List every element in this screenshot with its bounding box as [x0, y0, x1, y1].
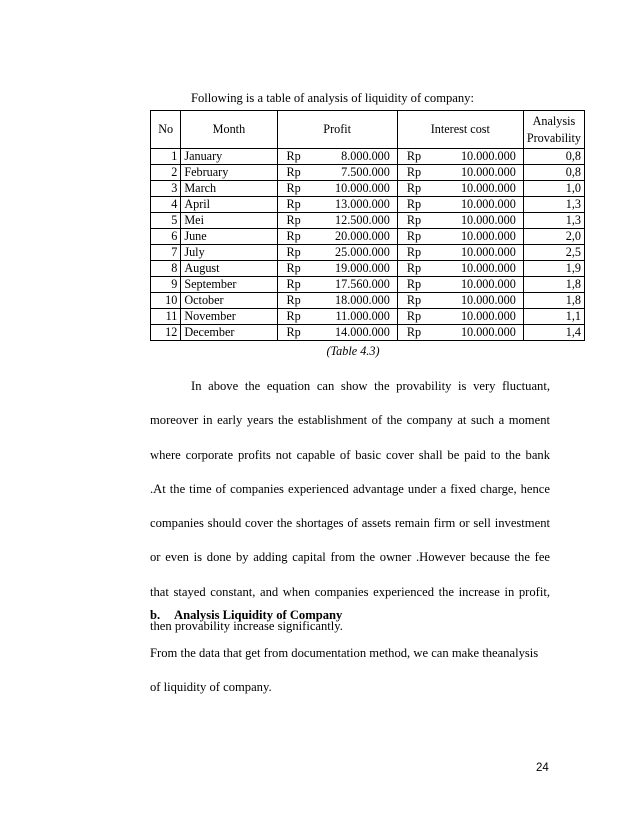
- paragraph-line: then provability increase significantly.: [150, 619, 343, 634]
- paragraph-line: From the data that get from documentation method, we can make the: [150, 646, 498, 660]
- paragraph-line: moreover in early years the establishment of the company at such a moment: [150, 413, 550, 428]
- cell-profit: [277, 149, 397, 165]
- cost-value: 10.000.000: [460, 293, 516, 308]
- cell-month: January: [181, 149, 277, 165]
- intro-text: Following is a table of analysis of liquidity of company:: [191, 91, 474, 105]
- paragraph-line: that stayed constant, and when companies experienced the increase in profit,: [150, 584, 550, 599]
- cost-currency: Rp: [406, 245, 422, 260]
- cost-value: 10.000.000: [460, 245, 516, 260]
- cell-no: 3: [151, 181, 181, 197]
- header-analysis-line1: Analysis: [532, 114, 576, 129]
- cell-interest-cost: [397, 309, 523, 325]
- cost-value: 10.000.000: [460, 229, 516, 244]
- cell-analysis: 1,0: [523, 181, 584, 197]
- profit-currency: Rp: [286, 325, 301, 340]
- table-header-row: [151, 111, 585, 149]
- profit-value: 17.560.000: [335, 277, 390, 292]
- profit-value: 14.000.000: [335, 325, 390, 340]
- cell-month: September: [181, 277, 277, 293]
- header-month: Month: [181, 111, 277, 149]
- cell-month: March: [181, 181, 277, 197]
- profit-value: 7.500.000: [341, 165, 390, 180]
- table-row: [151, 181, 585, 197]
- cell-analysis: 1,8: [523, 293, 584, 309]
- cell-analysis: 2,0: [523, 229, 584, 245]
- profit-value: 8.000.000: [341, 149, 390, 164]
- table-row: [151, 245, 585, 261]
- cell-no: 1: [151, 149, 181, 165]
- cost-value: 10.000.000: [460, 181, 516, 196]
- paragraph-line: companies should cover the shortages of assets remain firm or sell investment: [150, 516, 550, 531]
- table-row: [151, 277, 585, 293]
- cost-currency: Rp: [406, 325, 422, 340]
- cost-currency: Rp: [406, 149, 422, 164]
- cell-no: 7: [151, 245, 181, 261]
- cost-value: 10.000.000: [460, 149, 516, 164]
- cost-currency: Rp: [406, 309, 422, 324]
- cell-interest-cost: [397, 277, 523, 293]
- cost-currency: Rp: [406, 197, 422, 212]
- profit-currency: Rp: [286, 213, 301, 228]
- cell-month: December: [181, 325, 277, 341]
- cost-value: 10.000.000: [460, 165, 516, 180]
- cell-analysis: 1,1: [523, 309, 584, 325]
- cell-no: 6: [151, 229, 181, 245]
- profit-currency: Rp: [286, 181, 301, 196]
- profit-currency: Rp: [286, 197, 301, 212]
- profit-currency: Rp: [286, 229, 301, 244]
- paragraph-line: .At the time of companies experienced advantage under a fixed charge, hence: [150, 481, 550, 496]
- header-no: No: [151, 111, 181, 149]
- section-letter: b.: [150, 608, 161, 622]
- cell-profit: [277, 293, 397, 309]
- paragraph-line: analysis of liquidity of company.: [150, 646, 539, 695]
- cell-analysis: 1,3: [523, 197, 584, 213]
- cell-interest-cost: [397, 197, 523, 213]
- table-row: [151, 165, 585, 181]
- header-analysis: [523, 111, 584, 149]
- cell-interest-cost: [397, 165, 523, 181]
- cell-analysis: 1,9: [523, 261, 584, 277]
- cost-currency: Rp: [406, 293, 422, 308]
- cost-currency: Rp: [406, 229, 422, 244]
- profit-value: 10.000.000: [335, 181, 390, 196]
- paragraph-liquidity: [150, 636, 550, 705]
- table-body: [151, 149, 585, 341]
- cell-month: November: [181, 309, 277, 325]
- cost-currency: Rp: [406, 277, 422, 292]
- profit-currency: Rp: [286, 165, 301, 180]
- cost-value: 10.000.000: [460, 325, 516, 340]
- cost-currency: Rp: [406, 165, 422, 180]
- cost-value: 10.000.000: [460, 277, 516, 292]
- liquidity-table: [150, 110, 585, 341]
- cost-value: 10.000.000: [460, 213, 516, 228]
- paragraph-provability: [150, 369, 550, 643]
- cell-interest-cost: [397, 293, 523, 309]
- cell-interest-cost: [397, 149, 523, 165]
- cell-no: 10: [151, 293, 181, 309]
- table-caption: (Table 4.3): [326, 344, 380, 358]
- cell-month: April: [181, 197, 277, 213]
- cell-no: 2: [151, 165, 181, 181]
- profit-currency: Rp: [286, 261, 301, 276]
- table-row: [151, 197, 585, 213]
- profit-value: 25.000.000: [335, 245, 390, 260]
- cell-analysis: 1,8: [523, 277, 584, 293]
- table-row: [151, 325, 585, 341]
- cell-no: 5: [151, 213, 181, 229]
- cell-profit: [277, 213, 397, 229]
- cell-no: 12: [151, 325, 181, 341]
- profit-value: 11.000.000: [335, 309, 390, 324]
- profit-value: 19.000.000: [335, 261, 390, 276]
- profit-value: 18.000.000: [335, 293, 390, 308]
- table-row: [151, 149, 585, 165]
- page-number: 24: [536, 762, 549, 774]
- cell-profit: [277, 325, 397, 341]
- cell-no: 9: [151, 277, 181, 293]
- cell-interest-cost: [397, 213, 523, 229]
- paragraph-line: or even is done by adding capital from the owner .However because the fee: [150, 550, 550, 565]
- cell-profit: [277, 309, 397, 325]
- cell-profit: [277, 181, 397, 197]
- cell-analysis: 1,3: [523, 213, 584, 229]
- cost-currency: Rp: [406, 181, 422, 196]
- paragraph-line: In above the equation can show the provability is very fluctuant,: [191, 379, 550, 393]
- header-profit: Profit: [277, 111, 397, 149]
- cell-profit: [277, 261, 397, 277]
- table-row: [151, 293, 585, 309]
- profit-value: 20.000.000: [335, 229, 390, 244]
- profit-value: 13.000.000: [335, 197, 390, 212]
- section-title: Analysis Liquidity of Company: [174, 608, 343, 622]
- table-row: [151, 261, 585, 277]
- cell-analysis: 0,8: [523, 165, 584, 181]
- cost-value: 10.000.000: [460, 261, 516, 276]
- cost-currency: Rp: [406, 261, 422, 276]
- cell-interest-cost: [397, 229, 523, 245]
- cell-profit: [277, 229, 397, 245]
- cell-interest-cost: [397, 261, 523, 277]
- profit-currency: Rp: [286, 245, 301, 260]
- profit-currency: Rp: [286, 309, 301, 324]
- cell-no: 4: [151, 197, 181, 213]
- header-analysis-line2: Provability: [526, 130, 581, 145]
- cell-month: June: [181, 229, 277, 245]
- cell-month: August: [181, 261, 277, 277]
- cell-interest-cost: [397, 181, 523, 197]
- profit-currency: Rp: [286, 293, 301, 308]
- cell-no: 8: [151, 261, 181, 277]
- cost-value: 10.000.000: [460, 197, 516, 212]
- cell-profit: [277, 277, 397, 293]
- section-heading: [150, 608, 342, 623]
- profit-currency: Rp: [286, 149, 301, 164]
- cost-currency: Rp: [406, 213, 422, 228]
- header-interest-cost: Interest cost: [397, 111, 523, 149]
- cell-profit: [277, 245, 397, 261]
- cell-analysis: 2,5: [523, 245, 584, 261]
- profit-value: 12.500.000: [335, 213, 390, 228]
- cell-no: 11: [151, 309, 181, 325]
- cell-month: February: [181, 165, 277, 181]
- cell-interest-cost: [397, 325, 523, 341]
- cell-month: October: [181, 293, 277, 309]
- cell-month: July: [181, 245, 277, 261]
- profit-currency: Rp: [286, 277, 301, 292]
- cell-analysis: 1,4: [523, 325, 584, 341]
- paragraph-line: where corporate profits not capable of basic cover shall be paid to the bank: [150, 447, 550, 462]
- table-row: [151, 229, 585, 245]
- cell-month: Mei: [181, 213, 277, 229]
- cell-profit: [277, 197, 397, 213]
- table-row: [151, 309, 585, 325]
- cell-profit: [277, 165, 397, 181]
- cost-value: 10.000.000: [460, 309, 516, 324]
- table-row: [151, 213, 585, 229]
- cell-interest-cost: [397, 245, 523, 261]
- cell-analysis: 0,8: [523, 149, 584, 165]
